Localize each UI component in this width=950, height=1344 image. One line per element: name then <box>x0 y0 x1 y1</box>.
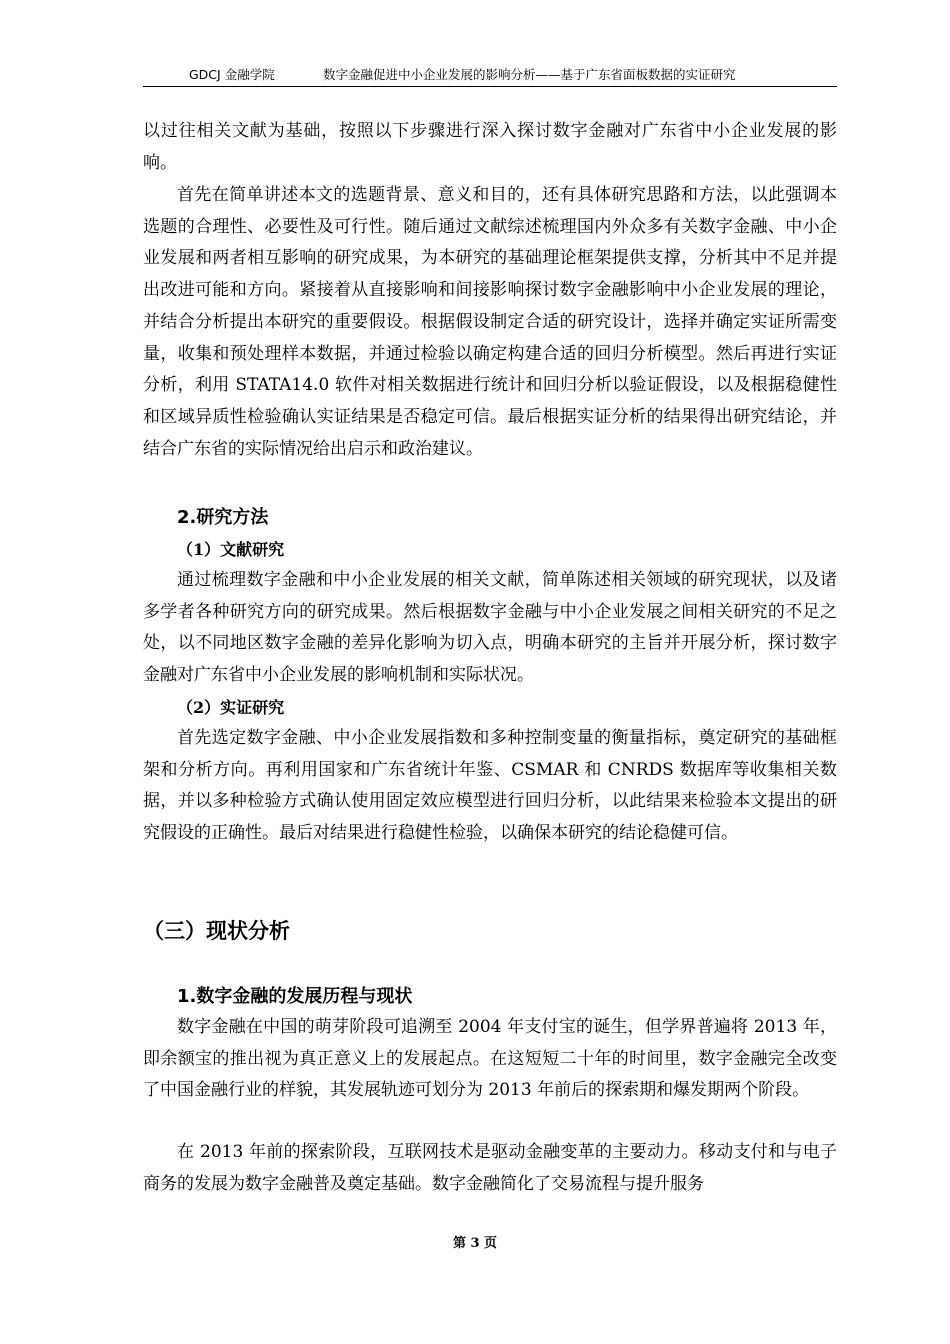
header-school: GDCJ 金融学院 <box>189 67 275 82</box>
paragraph-exploration-stage: 在 2013 年前的探索阶段，互联网技术是驱动金融变革的主要动力。移动支付和与电子商务的发展为数字金融普及奠定基础。数字金融简化了交易流程与提升服务 <box>143 1142 837 1194</box>
page-header <box>143 66 837 87</box>
heading-research-methods: 2.研究方法 <box>177 507 269 528</box>
paragraph-literature-research: 通过梳理数字金融和中小企业发展的相关文献，简单陈述相关领域的研究现状，以及诸多学者各种研究方向的研究成果。然后根据数字金融与中小企业发展之间相关研究的不足之处，以不同地区数字金融的差异化影响为切入点，明确本研究的主旨并开展分析，探讨数字金融对广东省中小企业发展的影响机制和实际状况。 <box>143 570 837 686</box>
page-number: 第 3 页 <box>452 1236 498 1251</box>
paragraph-digital-finance-origin: 数字金融在中国的萌芽阶段可追溯至 2004 年支付宝的诞生，但学界普遍将 2013 年，即余额宝的推出视为真正意义上的发展起点。在这短短二十年的时间里，数字金融完全改变了中国金融行业的样貌，其发展轨迹可划分为 2013 年前后的探索期和爆发期两个阶段。 <box>143 1017 837 1101</box>
paragraph-empirical-research: 首先选定数字金融、中小企业发展指数和多种控制变量的衡量指标，奠定研究的基础框架和分析方向。再利用国家和广东省统计年鉴、CSMAR 和 CNRDS 数据库等收集相关数据，并以多种检验方式确认使用固定效应模型进行回归分析，以此结果来检验本文提出的研究假设的正确性。最后对结果进行稳健性检验，以确保本研究的结论稳健可信。 <box>143 728 837 844</box>
header-title: 数字金融促进中小企业发展的影响分析——基于广东省面板数据的实证研究 <box>323 67 736 82</box>
heading-literature-research: （1）文献研究 <box>177 540 285 559</box>
heading-empirical-research: （2）实证研究 <box>177 698 285 717</box>
paragraph-intro-continued: 以过往相关文献为基础，按照以下步骤进行深入探讨数字金融对广东省中小企业发展的影响。 <box>143 121 837 173</box>
heading-status-analysis: （三）现状分析 <box>143 919 290 943</box>
paragraph-structure: 首先在简单讲述本文的选题背景、意义和目的，还有具体研究思路和方法，以此强调本选题的合理性、必要性及可行性。随后通过文献综述梳理国内外众多有关数字金融、中小企业发展和两者相互影响的研究成果，为本研究的基础理论框架提供支撑，分析其中不足并提出改进可能和方向。紧接着从直接影响和间接影响探讨数字金融影响中小企业发展的理论，并结合分析提出本研究的重要假设。根据假设制定合适的研究设计，选择并确定实证所需变量，收集和预处理样本数据，并通过检验以确定构建合适的回归分析模型。然后再进行实证分析，利用 STATA14.0 软件对相关数据进行统计和回归分析以验证假设，以及根据稳健性和区域异质性检验确认实证结果是否稳定可信。最后根据实证分析的结果得出研究结论，并结合广东省的实际情况给出启示和政治建议。 <box>143 185 837 459</box>
heading-digital-finance-history: 1.数字金融的发展历程与现状 <box>177 986 413 1007</box>
